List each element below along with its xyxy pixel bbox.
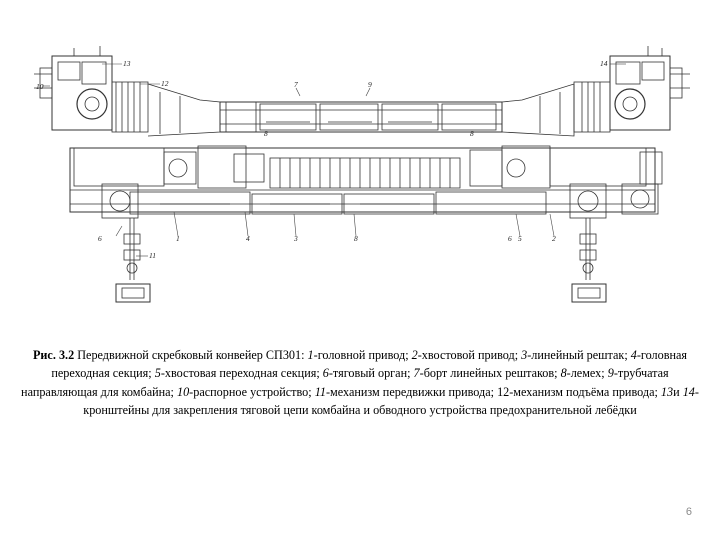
part-text: и bbox=[673, 384, 683, 399]
part-number: 7 bbox=[413, 366, 420, 381]
part-text: -хвостовая переходная секция; bbox=[160, 366, 323, 381]
part-text: -линейный рештак; bbox=[527, 348, 631, 362]
part-text: -механизм передвижки привода; 12-механизм подъёма привода; bbox=[326, 384, 661, 399]
figure-caption bbox=[20, 346, 700, 420]
part-text: -головной привод; bbox=[313, 348, 412, 362]
part-number: 14 bbox=[682, 384, 695, 399]
part-text: -лемех; bbox=[566, 366, 608, 381]
callout-1: 1 bbox=[176, 234, 180, 243]
side-view bbox=[70, 146, 662, 302]
figure-title: Передвижной скребковый конвейер СП301: bbox=[74, 348, 308, 362]
callout-4: 4 bbox=[246, 234, 250, 243]
callout-8-top-right: 8 bbox=[470, 129, 474, 138]
part-number: 4 bbox=[630, 348, 637, 362]
part-number: 8 bbox=[560, 366, 567, 381]
callout-13: 13 bbox=[123, 59, 131, 68]
callout-11: 11 bbox=[149, 251, 156, 260]
part-text: -кронштейны для закрепления тяговой цепи комбайна и обводного устройства предохранительной лебёдки bbox=[83, 384, 699, 418]
figure-label: Рис. 3.2 bbox=[32, 348, 75, 362]
part-number: 1 bbox=[307, 348, 314, 362]
part-text: -головная переходная секция; bbox=[51, 348, 688, 381]
callout-8-top-left: 8 bbox=[264, 129, 268, 138]
callout-12: 12 bbox=[161, 79, 169, 88]
callout-5: 5 bbox=[518, 234, 522, 243]
part-text: -хвостовой привод; bbox=[417, 348, 522, 362]
conveyor-technical-drawing bbox=[30, 44, 695, 316]
callout-9: 9 bbox=[368, 80, 372, 89]
callout-14: 14 bbox=[600, 59, 608, 68]
page-number: 6 bbox=[685, 506, 692, 518]
part-text: -борт линейных рештаков; bbox=[419, 366, 561, 381]
part-number: 9 bbox=[607, 366, 614, 381]
part-number: 3 bbox=[521, 348, 528, 362]
top-view bbox=[34, 46, 690, 136]
part-number: 5 bbox=[154, 366, 161, 381]
callout-6-right: 6 bbox=[508, 234, 512, 243]
callout-10: 10 bbox=[36, 82, 44, 91]
part-number: 10 bbox=[176, 384, 190, 399]
part-text: -трубчатая направляющая для комбайна; bbox=[21, 366, 669, 399]
part-number: 2 bbox=[411, 348, 418, 362]
part-text: -тяговый орган; bbox=[328, 366, 414, 381]
part-number: 11 bbox=[314, 384, 326, 399]
part-text: -распорное устройство; bbox=[189, 384, 315, 399]
callout-6-left: 6 bbox=[98, 234, 102, 243]
callout-2: 2 bbox=[552, 234, 556, 243]
part-number: 6 bbox=[322, 366, 329, 381]
callout-7: 7 bbox=[294, 80, 298, 89]
callout-3: 3 bbox=[294, 234, 298, 243]
callout-8: 8 bbox=[354, 234, 358, 243]
part-number: 13 bbox=[660, 384, 674, 399]
